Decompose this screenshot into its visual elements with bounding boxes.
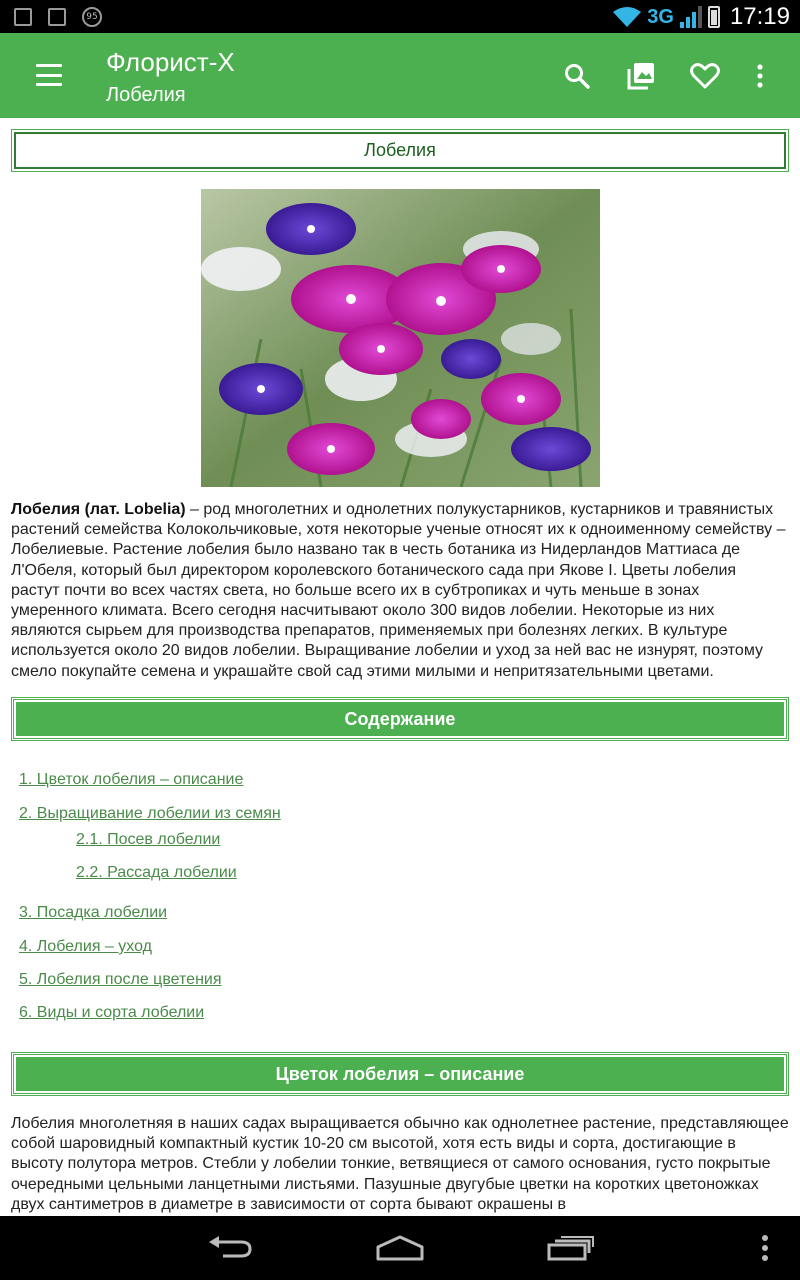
article-title: Лобелия xyxy=(14,132,786,169)
app-subtitle: Лобелия xyxy=(106,84,186,106)
search-icon[interactable] xyxy=(560,59,594,93)
toc-link-1[interactable]: 1. Цветок лобелия – описание xyxy=(19,771,244,788)
app-notification-icon xyxy=(48,8,66,26)
menu-icon[interactable] xyxy=(36,64,62,86)
app-bar xyxy=(0,33,800,118)
status-bar xyxy=(0,0,800,33)
toc-title: Содержание xyxy=(14,700,786,738)
toc-link-6[interactable]: 6. Виды и сорта лобелии xyxy=(19,1004,205,1021)
wifi-icon xyxy=(613,6,641,28)
badge-notification-icon: 95 xyxy=(82,7,102,27)
toc-link-5[interactable]: 5. Лобелия после цветения xyxy=(19,971,222,988)
battery-icon xyxy=(708,6,720,28)
toc-link-2[interactable]: 2. Выращивание лобелии из семян xyxy=(19,805,281,822)
article-content[interactable] xyxy=(0,118,800,1216)
clock: 17:19 xyxy=(729,3,790,30)
nav-overflow-icon[interactable] xyxy=(740,1230,790,1266)
home-icon[interactable] xyxy=(375,1230,425,1266)
intro-bold-term: Лобелия (лат. Lobelia) xyxy=(11,501,186,518)
toc-header-box xyxy=(11,697,789,741)
overflow-menu-icon[interactable] xyxy=(743,59,777,93)
section-header-box xyxy=(11,1052,789,1096)
navigation-bar xyxy=(0,1216,800,1280)
app-title: Флорист-Х xyxy=(106,47,235,77)
article-title-box xyxy=(11,129,789,172)
intro-text: – род многолетних и однолетних полукустарников, кустарников и травянистых растений семейства Колокольчиковые, хотя некоторые ученые относят их к одноименному семейству – Лобелиевые. Растение лобелия было названо так в честь ботаника из Нидерландов Маттиаса де Л'Обеля, который был директором королевского ботанического сада при Якове I. Цветы лобелия растут почти во всех частях света, но больше всего их в субтропиках и чуть меньше в зонах умеренного климата. Всего сегодня насчитывают около 300 видов лобелии. Некоторые из них являются сырьем для производства препаратов, применяемых при болезнях легких. В культуре используется около 20 видов лобелии. Выращивание лобелии и уход за ней вас не изнурят, поэтому смело покупайте семена и украшайте свой сад этими милыми и непритязательными цветами. xyxy=(11,501,786,680)
signal-icon xyxy=(680,6,702,28)
gallery-icon[interactable] xyxy=(624,59,658,93)
favorite-icon[interactable] xyxy=(688,59,722,93)
lobelia-photo xyxy=(201,189,600,487)
image-notification-icon xyxy=(14,8,32,26)
toc-link-2-2[interactable]: 2.2. Рассада лобелии xyxy=(76,864,237,881)
back-icon[interactable] xyxy=(205,1230,255,1266)
toc-link-2-1[interactable]: 2.1. Посев лобелии xyxy=(76,831,221,848)
toc-link-3[interactable]: 3. Посадка лобелии xyxy=(19,904,168,921)
network-type: 3G xyxy=(647,5,674,28)
intro-paragraph xyxy=(11,500,789,682)
toc-link-4[interactable]: 4. Лобелия – уход xyxy=(19,938,152,955)
section-paragraph: Лобелия многолетняя в наших садах выращивается обычно как однолетнее растение, представляющее собой шаровидный компактный кустик 10-20 см высотой, хотя есть виды и сорта, достигающие в высоту полутора метров. Стебли у лобелии тонкие, ветвящиеся от самого основания, густо покрытые очередными цельными ланцетными листьями. Пазушные двугубые цветки на коротких цветоножках двух сантиметров в диаметре в зависимости от сорта бывают окрашены в xyxy=(11,1115,789,1213)
section-title: Цветок лобелия – описание xyxy=(14,1055,786,1093)
recent-apps-icon[interactable] xyxy=(546,1230,596,1266)
